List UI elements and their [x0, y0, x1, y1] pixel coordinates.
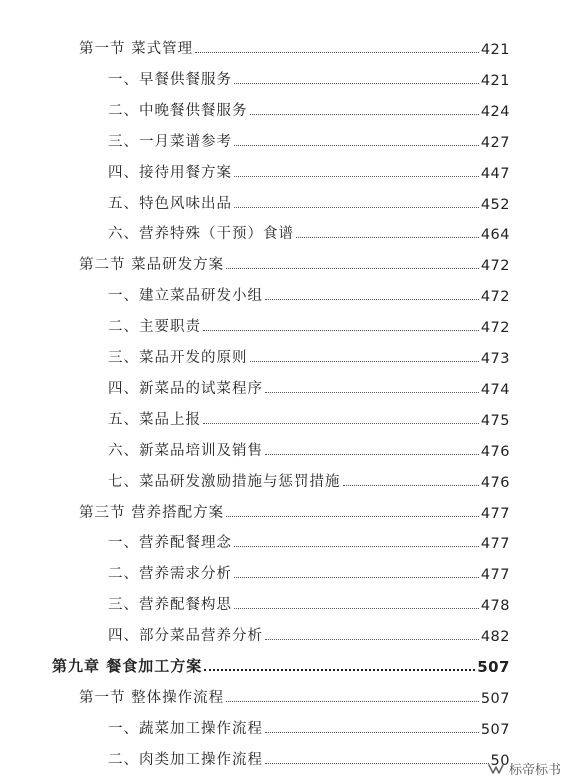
dot-leader	[250, 361, 479, 362]
toc-entry-item[interactable]	[108, 405, 510, 429]
toc-entry-page: 421	[480, 73, 510, 89]
dot-leader	[296, 237, 479, 238]
dot-leader	[234, 546, 479, 547]
toc-entry-title: 三、菜品开发的原则	[108, 350, 248, 366]
toc-entry-item[interactable]	[108, 96, 510, 120]
toc-entry-item[interactable]	[108, 127, 510, 151]
dot-leader	[265, 454, 479, 455]
toc-entry-title: 七、菜品研发激励措施与惩罚措施	[108, 474, 341, 490]
toc-entry-item[interactable]	[108, 590, 510, 614]
toc-entry-page: 482	[480, 629, 510, 645]
toc-entry-page: 447	[480, 166, 510, 182]
toc-entry-section[interactable]	[79, 34, 510, 58]
toc-entry-item[interactable]	[108, 374, 510, 398]
toc-entry-section[interactable]	[79, 250, 510, 274]
toc-entry-page: 475	[480, 413, 510, 429]
toc-entry-page: 421	[480, 42, 510, 58]
dot-leader	[234, 207, 479, 208]
toc-entry-item[interactable]	[108, 158, 510, 182]
toc-entry-page: 474	[480, 382, 510, 398]
toc-entry-item[interactable]	[108, 528, 510, 552]
toc-entry-title: 五、特色风味出品	[108, 196, 232, 212]
toc-entry-item[interactable]	[108, 621, 510, 645]
toc-entry-item[interactable]	[108, 559, 510, 583]
toc-entry-title: 第二节 菜品研发方案	[79, 257, 225, 273]
toc-entry-title: 一、营养配餐理念	[108, 535, 232, 551]
toc-entry-title: 六、营养特殊（干预）食谱	[108, 226, 294, 242]
dot-leader	[226, 701, 479, 702]
dot-leader	[226, 516, 479, 517]
toc-entry-item[interactable]	[108, 467, 510, 491]
toc-entry-page: 472	[480, 258, 510, 274]
toc-entry-page: 427	[480, 135, 510, 151]
toc-entry-item[interactable]	[108, 219, 510, 243]
toc-entry-page: 476	[480, 475, 510, 491]
dot-leader	[195, 52, 479, 53]
toc-entry-page: 507	[477, 658, 510, 676]
toc-entry-title: 第三节 营养搭配方案	[79, 505, 225, 521]
dot-leader	[203, 423, 479, 424]
dot-leader	[203, 330, 479, 331]
toc-entry-item[interactable]	[108, 189, 510, 213]
toc-entry-item[interactable]	[108, 65, 510, 89]
wechat-channel-icon	[487, 762, 505, 776]
toc-entry-title: 三、营养配餐构思	[108, 597, 232, 613]
dot-leader	[234, 145, 479, 146]
toc-entry-page: 424	[480, 104, 510, 120]
toc-entry-item[interactable]	[108, 281, 510, 305]
dot-leader	[343, 485, 479, 486]
dot-leader	[265, 763, 489, 764]
toc-entry-title: 第一节 菜式管理	[79, 41, 194, 57]
toc-entry-page: 473	[480, 351, 510, 367]
toc-entry-title: 五、菜品上报	[108, 412, 201, 428]
toc-entry-title: 第九章 餐食加工方案	[52, 657, 203, 675]
toc-entry-title: 四、部分菜品营养分析	[108, 628, 263, 644]
toc-entry-item[interactable]	[108, 436, 510, 460]
toc-entry-section[interactable]	[79, 498, 510, 522]
toc-entry-page: 477	[480, 567, 510, 583]
toc-entry-title: 一、早餐供餐服务	[108, 72, 232, 88]
toc-entry-page: 477	[480, 506, 510, 522]
dot-leader	[265, 392, 479, 393]
toc-entry-page: 478	[480, 598, 510, 614]
toc-entry-page: 472	[480, 320, 510, 336]
toc-entry-title: 三、一月菜谱参考	[108, 134, 232, 150]
toc-entry-item[interactable]	[108, 312, 510, 336]
toc-entry-title: 四、接待用餐方案	[108, 165, 232, 181]
toc-entry-title: 二、营养需求分析	[108, 566, 232, 582]
dot-leader	[250, 114, 479, 115]
toc-entry-page: 477	[480, 536, 510, 552]
toc-entry-title: 第一节 整体操作流程	[79, 690, 225, 706]
dot-leader	[204, 669, 475, 671]
dot-leader	[234, 577, 479, 578]
watermark-text: 标帝标书	[508, 763, 561, 778]
dot-leader	[265, 639, 479, 640]
toc-entry-title: 一、蔬菜加工操作流程	[108, 721, 263, 737]
toc-entry-page: 452	[480, 197, 510, 213]
toc-entry-title: 一、建立菜品研发小组	[108, 288, 263, 304]
toc-entry-page: 50	[490, 753, 510, 769]
toc-entry-page: 476	[480, 444, 510, 460]
dot-leader	[265, 732, 479, 733]
dot-leader	[226, 268, 479, 269]
toc-entry-title: 六、新菜品培训及销售	[108, 443, 263, 459]
toc-entry-item[interactable]	[108, 745, 510, 769]
toc-entry-title: 二、中晚餐供餐服务	[108, 103, 248, 119]
dot-leader	[234, 608, 479, 609]
toc-entry-page: 507	[480, 691, 510, 707]
dot-leader	[265, 299, 479, 300]
toc-entry-section[interactable]	[79, 683, 510, 707]
watermark	[487, 759, 561, 778]
toc-entry-chapter[interactable]	[52, 652, 510, 676]
dot-leader	[234, 176, 479, 177]
toc-entry-item[interactable]	[108, 714, 510, 738]
toc-entry-page: 472	[480, 289, 510, 305]
toc-entry-page: 507	[480, 722, 510, 738]
toc-entry-title: 二、主要职责	[108, 319, 201, 335]
dot-leader	[234, 83, 479, 84]
toc-entry-title: 二、肉类加工操作流程	[108, 752, 263, 768]
toc-entry-item[interactable]	[108, 343, 510, 367]
toc-entry-title: 四、新菜品的试菜程序	[108, 381, 263, 397]
toc-entry-page: 464	[480, 227, 510, 243]
